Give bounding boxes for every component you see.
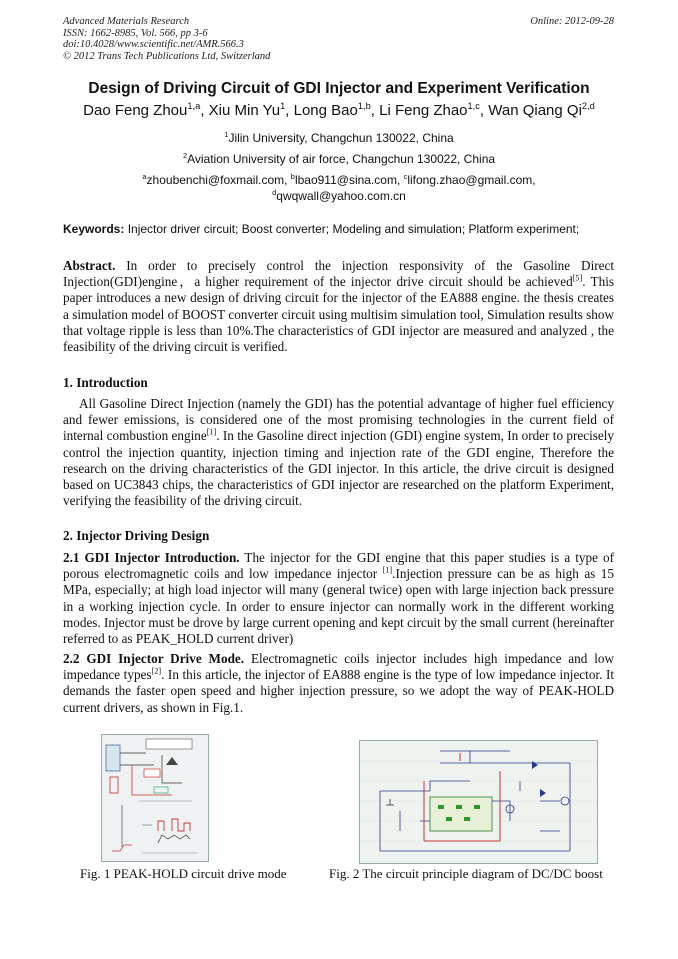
figure-2-caption: Fig. 2 The circuit principle diagram of DC/DC boost — [329, 866, 603, 881]
keywords-text: Injector driver circuit; Boost converter; Modeling and simulation; Platform experiment; — [127, 222, 580, 236]
issn-line: ISSN: 1662-8985, Vol. 566, pp 3-6 — [63, 27, 208, 39]
citation: [5] — [572, 273, 583, 283]
author-name: Wan Qiang Qi — [488, 102, 582, 119]
citation: [2] — [151, 666, 162, 676]
doi-line: doi:10.4028/www.scientific.net/AMR.566.3 — [63, 39, 244, 51]
abstract: Abstract. In order to precisely control the injection responsivity of the Gasoline Direct Injection(GDI)engine，a higher requirement of the injector drive circuit should be achieved[5]. This paper introduces a new design of driving circuit for the injector of the EA888 engine. the thesis creates a simulation model of BOOST converter circuit using multisim simulation tool, Simulation results show that voltage ripple is less than 10%.The characteristics of GDI injector are measured and analyzed , the feasibility of the driving circuit is verified. — [63, 258, 614, 355]
subsection-heading: 2.1 GDI Injector Introduction. — [63, 550, 240, 565]
aff-text: Aviation University of air force, Changchun 130022, China — [187, 152, 496, 166]
aff-sup: 1 — [224, 130, 229, 139]
email-a[interactable]: zhoubenchi@foxmail.com, — [146, 173, 291, 187]
keywords-label: Keywords: — [63, 222, 125, 236]
author-sup: 1 — [280, 101, 286, 111]
subsection-2-1: 2.1 GDI Injector Introduction. The injector for the GDI engine that this paper studies is a type of porous electromagnetic coils and low impedance injector [1].Injection pressure can be as high as 15 MPa, especially; at high load injector will many (general twice) open with large injection back pressure in a working injection cycle. In order to ensure injector can normally work in the different working modes. Injector must be drove by large current opening and kept circuit by the small current (hereinafter referred to as PEAK_HOLD current driver) — [63, 550, 614, 647]
email-d[interactable]: qwqwall@yahoo.com.cn — [276, 189, 406, 203]
aff-text: Jilin University, Changchun 130022, China — [228, 131, 454, 145]
copyright-line: © 2012 Trans Tech Publications Ltd, Switzerland — [63, 50, 271, 62]
keywords — [63, 222, 623, 236]
email-c[interactable]: lifong.zhao@gmail.com, — [407, 173, 536, 187]
email-line-1: $^a$zhoubenchi@foxmail.com, $^b$lbao911@sina.com, $^c$lifong.zhao@gmail.com, — [142, 172, 536, 187]
journal-header — [63, 16, 270, 62]
figure-2-image — [359, 740, 598, 864]
section-heading-introduction: 1. Introduction — [63, 375, 148, 390]
online-date: Online: 2012-09-28 — [530, 16, 614, 27]
author-sup: 1,c — [467, 101, 480, 111]
email-b[interactable]: lbao911@sina.com, — [294, 173, 404, 187]
author-name: Xiu Min Yu — [208, 102, 281, 119]
author-sup: 1,b — [357, 101, 371, 111]
email-line-2: $^d$qwqwall@yahoo.com.cn — [272, 188, 406, 203]
author-name: Long Bao — [293, 102, 358, 119]
aff-sup: 2 — [182, 151, 188, 160]
citation: [1] — [382, 565, 393, 575]
affiliation-1 — [0, 131, 678, 145]
peak-hold-circuit-illustration — [102, 735, 208, 861]
author-list: Dao Feng Zhou$^{1,a}$, Xiu Min Yu$^1$, Long Bao$^{1,b}$, Li Feng Zhao$^{1,c}$, Wan Qiang Qi$^{2,d}$ — [83, 101, 595, 119]
paper-title: Design of Driving Circuit of GDI Injector and Experiment Verification — [88, 80, 590, 97]
section-heading-design: 2. Injector Driving Design — [63, 528, 210, 543]
author-sup: 2,d — [581, 101, 595, 111]
boost-converter-schematic — [360, 741, 597, 863]
journal-name: Advanced Materials Research — [63, 16, 190, 27]
author-name: Dao Feng Zhou — [83, 102, 188, 119]
figure-1-caption: Fig. 1 PEAK-HOLD circuit drive mode — [80, 866, 287, 881]
affiliation-2 — [0, 152, 678, 166]
figure-1-image — [101, 734, 209, 862]
citation: [1] — [206, 428, 217, 438]
abstract-label: Abstract. — [63, 258, 116, 273]
introduction-paragraph: All Gasoline Direct Injection (namely the GDI) has the potential advantage of higher fuel efficiency and fewer emissions, is considered one of the most promising technologies in the current field of internal combustion engine[1]. In the Gasoline direct injection (GDI) engine system, In order to precisely control the injection quantity, injection timing and injection rate of the GDI engine, Therefore the research on the driving characteristics of the GDI injector. In this article, the drive circuit is designed based on UC3843 chips, the characteristics of GDI injector are researched on the platform Experiment, verifying the feasibility of the driving circuit. — [63, 396, 615, 509]
subsection-2-2: 2.2 GDI Injector Drive Mode. Electromagnetic coils injector includes high impedance and low impedance types[2]. In this article, the injector of EA888 engine is the type of low impedance injector. It demands the faster open speed and higher injection pressure, so we adopt the way of PEAK-HOLD current drivers, as shown in Fig.1. — [63, 651, 615, 715]
author-sup: 1,a — [187, 101, 201, 111]
author-name: Li Feng Zhao — [379, 102, 468, 119]
subsection-heading: 2.2 GDI Injector Drive Mode. — [63, 651, 245, 666]
